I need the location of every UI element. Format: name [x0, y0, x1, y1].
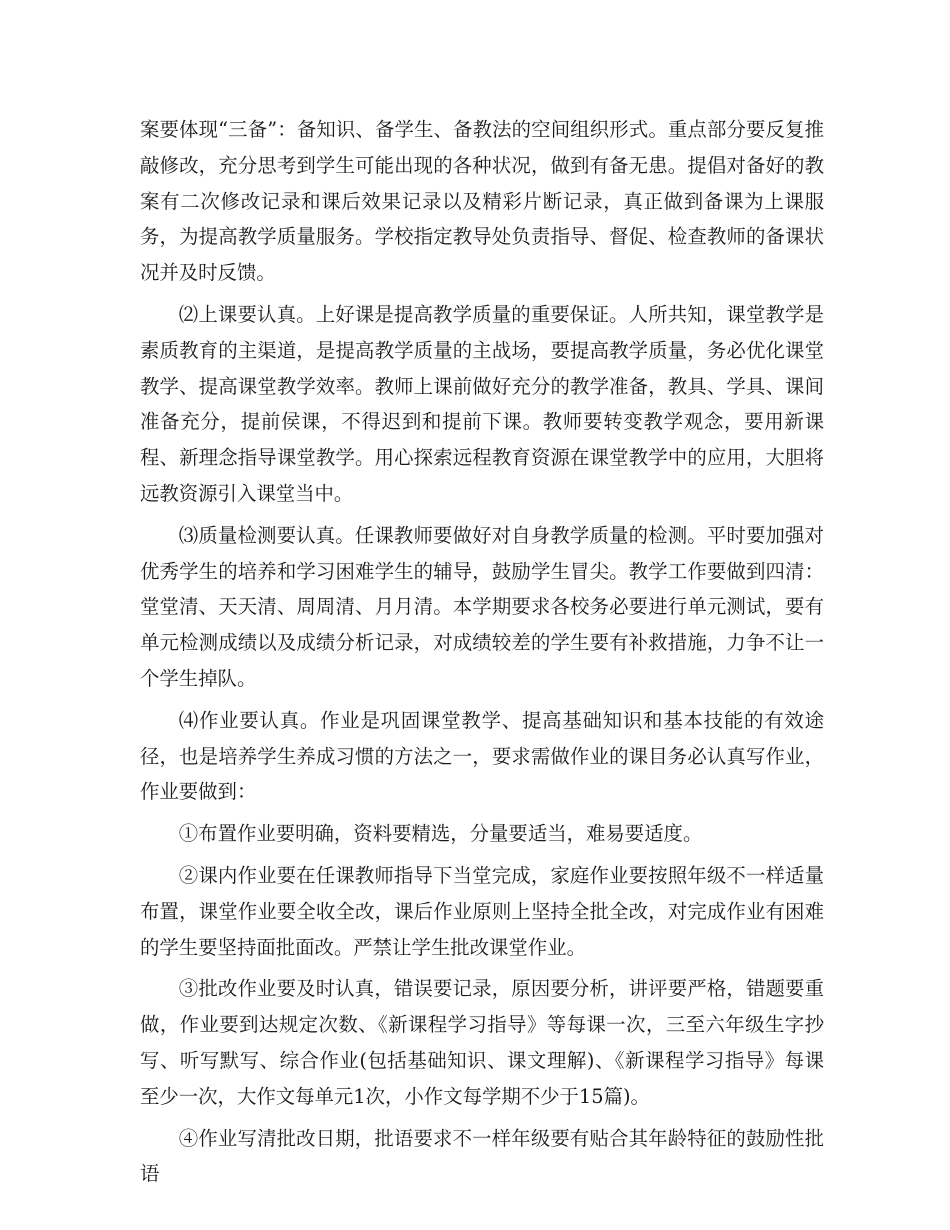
paragraph-shang-ke: ⑵上课要认真。上好课是提高教学质量的重要保证。人所共知，课堂教学是素质教育的主渠道，是提高教学质量的主战场，要提高教学质量，务必优化课堂教学、提高课堂教学效率。教师上课前做好充分的教学准备，教具、学具、课间准备充分，提前侯课，不得迟到和提前下课。教师要转变教学观念，要用新课程、新理念指导课堂教学。用心探索远程教育资源在课堂教学中的应用，大胆将远教资源引入课堂当中。 [140, 302, 824, 505]
paragraph-item-2: ②课内作业要在任课教师指导下当堂完成，家庭作业要按照年级不一样适量布置，课堂作业要全收全改，课后作业原则上坚持全批全改，对完成作业有困难的学生要坚持面批面改。严禁让学生批改课堂作业。 [140, 863, 824, 959]
paragraph-item-1: ①布置作业要明确，资料要精选，分量要适当，难易要适度。 [178, 822, 703, 846]
paragraph-bei-ke-continued: 案要体现“三备”：备知识、备学生、备教法的空间组织形式。重点部分要反复推敲修改，充分思考到学生可能出现的各种状况，做到有备无患。提倡对备好的教案有二次修改记录和课后效果记录以及精彩片断记录，真正做到备课为上课服务，为提高教学质量服务。学校指定教导处负责指导、督促、检查教师的备课状况并及时反馈。 [140, 118, 824, 285]
paragraph-zuo-ye: ⑷作业要认真。作业是巩固课堂教学、提高基础知识和基本技能的有效途径，也是培养学生养成习惯的方法之一，要求需做作业的课目务必认真写作业，作业要做到： [140, 708, 824, 804]
paragraph-item-3: ③批改作业要及时认真，错误要记录，原因要分析，讲评要严格，错题要重做，作业要到达规定次数、《新课程学习指导》等每课一次，三至六年级生字抄写、听写默写、综合作业(包括基础知识、课文理解)、《新课程学习指导》每课至少一次，大作文每单元1次，小作文每学期不少于15篇)。 [140, 977, 824, 1108]
paragraph-zhi-liang-jian-ce: ⑶质量检测要认真。任课教师要做好对自身教学质量的检测。平时要加强对优秀学生的培养和学习困难学生的辅导，鼓励学生冒尖。教学工作要做到四清：堂堂清、天天清、周周清、月月清。本学期要求各校务必要进行单元测试，要有单元检测成绩以及成绩分析记录，对成绩较差的学生要有补救措施，力争不让一个学生掉队。 [140, 523, 824, 690]
paragraph-item-4: ④作业写清批改日期，批语要求不一样年级要有贴合其年龄特征的鼓励性批语 [140, 1126, 824, 1186]
document-body [140, 112, 824, 1198]
